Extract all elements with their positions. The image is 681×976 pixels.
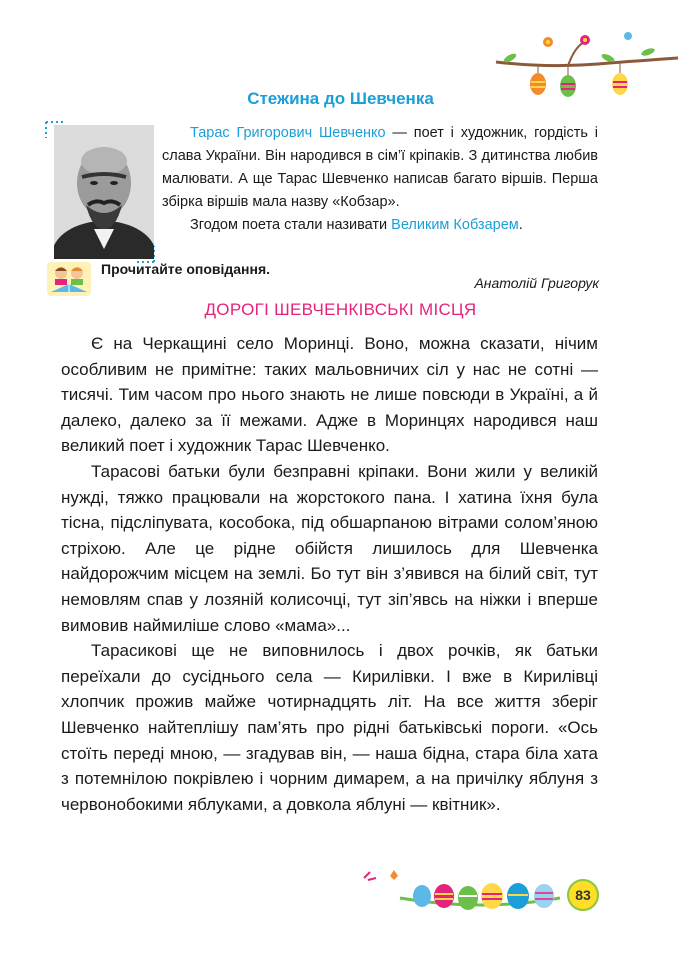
reading-children-icon — [47, 262, 91, 296]
story-paragraph: Тарасові батьки були безправні кріпаки. Вони жили у великій нужді, тяжко працювали на жорстокого пана. І хатина їхня була тісна, підсліпувата, кособока, під обшарпаною вітрами солом’яною стріхою. Але це рідне обійстя лишилось для Шевченка найдорожчим місцем на землі. Бо тут він з’явився на білий світ, тут немовлям спав у лозяній колисочці, тут зіп’явсь на ніжки і вперше вимовив наймиліше слово «мама»... — [61, 461, 598, 635]
story-author: Анатолій Григорук — [474, 275, 599, 291]
page-number: 83 — [567, 879, 599, 911]
easter-eggs-decoration — [360, 868, 600, 920]
shevchenko-portrait — [54, 125, 154, 259]
story-paragraph: Є на Черкащині село Моринці. Воно, можна сказати, нічим особливим не примітне: таких мальовничих сіл у нас не сотні — тисячі. Тим часом про нього знають не лише повсюди в Україні, а й далеко, далеко за її межами. Адже в Моринцях народився наш великий поет і художник Тарас Шевченко. — [61, 334, 598, 456]
velykyi-kobzar-highlight: Великим Кобзарем — [391, 217, 519, 233]
intro-text — [162, 122, 598, 237]
story-title: ДОРОГІ ШЕВЧЕНКІВСЬКІ МІСЦЯ — [204, 300, 477, 319]
intro-name-highlight: Тарас Григорович Шевченко — [190, 125, 386, 141]
story-paragraph: Тарасикові ще не виповнилось і двох рочків, як батьки переїхали до сусіднього села — Кирилівки. І вже в Кирилівці хлопчик прожив майже чотирнадцять літ. На все життя зберіг Шевченко найтеплішу пам’ять про рідні батьківські пороги. «Ось стоїть переді мною, — згадував він, — наша бідна, стара біла хата з потемнілою покрівлею і чорним димарем, а на причілку яблуня з червонобокими яблуками, а довкола яблуні — квітник». — [61, 641, 598, 814]
intro-text-1: — поет і художник, гордість і слава України. Він народився в сім’ї кріпаків. З дитинства любив малювати. А ще Тарас Шевченко написав багато віршів. Перша збірка віршів мала назву «Кобзар». — [162, 125, 598, 210]
intro-text-2-end: . — [518, 217, 523, 233]
intro-text-2: Згодом поета стали називати — [190, 217, 392, 233]
story-text — [61, 331, 598, 817]
section-title: Стежина до Шевченка — [247, 89, 434, 108]
task-label: Прочитайте оповідання. — [101, 261, 271, 277]
